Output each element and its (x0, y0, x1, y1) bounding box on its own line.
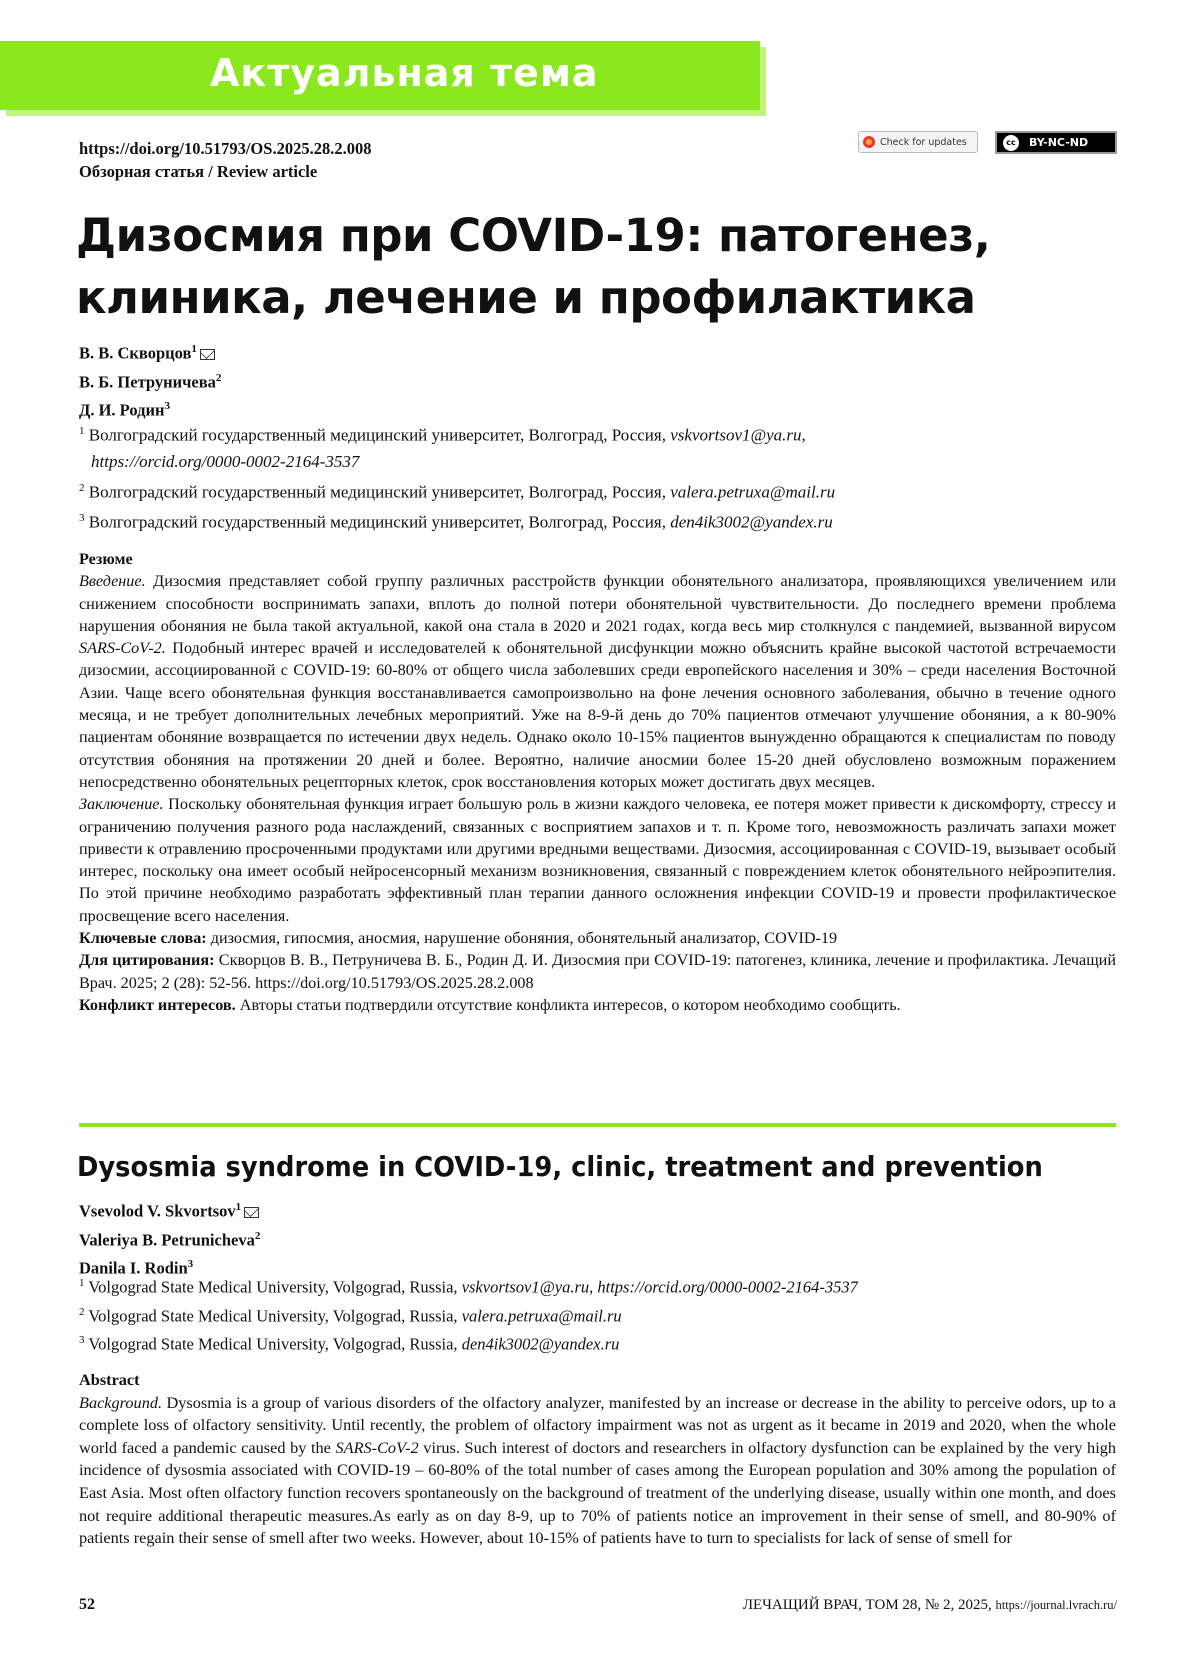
license-label: BY-NC-ND (1029, 136, 1089, 149)
article-type: Обзорная статья / Review article (79, 162, 318, 181)
author-ru (79, 337, 221, 366)
journal-name: ЛЕЧАЩИЙ ВРАЧ, ТОМ 28, № 2, 2025, (742, 1597, 996, 1613)
virus-name: SARS-CoV-2 (335, 1437, 419, 1457)
aff-text: Волгоградский государственный медицинский университет, Волгоград, Россия, (84, 512, 671, 532)
aff-text: Волгоградский государственный медицинский университет, Волгоград, Россия, (84, 482, 671, 502)
banner-title: Актуальная тема (210, 51, 599, 95)
affiliation-en (79, 1328, 1129, 1357)
conflict-text: Авторы статьи подтвердили отсутствие конфликта интересов, о котором необходимо сообщить. (235, 995, 901, 1014)
aff-text: Волгоградский государственный медицинский университет, Волгоград, Россия, (84, 425, 671, 445)
mail-icon[interactable] (244, 1207, 259, 1218)
title-ru-line-2: клиника, лечение и профилактика (76, 271, 976, 324)
author-sup: 3 (164, 400, 170, 412)
keywords-ru (79, 927, 1116, 949)
virus-name: SARS-CoV-2. (79, 639, 166, 658)
journal-url[interactable]: https://journal.lvrach.ru/ (995, 1598, 1117, 1612)
author-sup: 2 (215, 371, 222, 384)
abstract-en (79, 1369, 1116, 1550)
keywords-label: Ключевые слова: (79, 929, 207, 948)
author-sup: 1 (235, 1201, 242, 1213)
intro-text: Подобный интерес врачей и исследователей к обонятельной дисфункции можно объяснить крайне высокой частотой встречаемости дизосмии, ассоциированной с COVID-19: 60-80% от общего числа заболевших среди европейского населения и 30% – среди населения Восточной Азии. Чаще всего обонятельная функция восстанавливается самопроизвольно на фоне лечения основного заболевания, обычно в течение одного месяца, и не требует дополнительных лечебных мероприятий. Уже на 8-9-й день до 70% пациентов отмечают улучшение обоняния, а к 80-90% пациентам обоняние возвращается по истечении двух недель. Однако около 10-15% пациентов вынужденно обращаются к специалистам по поводу отсутствия обоняния на протяжении 20 дней и более. Вероятно, наличие аносмии более 15-20 дней обусловлено возможным поражением непосредственно обонятельных рецепторных клеток, срок восстановления которых может достигать двух месяцев. (79, 639, 1116, 791)
intro-text: Дизосмия представляет собой группу различных расстройств функции обонятельного анализатора, проявляющихся увеличением или снижением способности воспринимать запахи, вплоть до полной потери обонятельной чувствительности. До последнего времени проблема нарушения обоняния не была такой актуальной, какой она стала в 2020 и 2021 годах, когда весь мир столкнулся с пандемией, вызванной вирусом (79, 572, 1116, 635)
summary-conclusion (79, 793, 1116, 927)
summary-heading: Резюме (79, 550, 133, 568)
abstract-background (79, 1392, 1116, 1550)
author-name: В. Б. Петруничева (79, 372, 216, 391)
authors-en (79, 1195, 260, 1281)
aff-sup: 1 (79, 1277, 85, 1289)
conclusion-text: Поскольку обонятельная функция играет большую роль в жизни каждого человека, ее потеря может привести к дискомфорту, стрессу и ограничению получения разного рода наслаждений, связанных с восприятием запахов и т. п. Кроме того, невозможность различать запахи может привести к отравлению просроченными продуктами или другими вредными веществами. Дизосмия, ассоциированная с COVID-19, вызывает особый интерес, поскольку она имеет особый нейросенсорный механизм возникновения, связанный с повреждением клеток обонятельного нейроэпителия. По этой причине необходимо разработать эффективный план терапии данного осложнения инфекции COVID-19 и провести профилактическое просвещение всего населения. (79, 795, 1116, 925)
author-name: Vsevolod V. Skvortsov (79, 1201, 236, 1221)
author-en (79, 1224, 260, 1253)
abstract-heading: Abstract (79, 1370, 140, 1389)
license-badge[interactable] (995, 131, 1117, 154)
author-sup: 2 (254, 1229, 261, 1242)
conflict-label: Конфликт интересов. (79, 995, 236, 1014)
aff-sup: 3 (79, 512, 85, 525)
affiliations-ru (79, 418, 1129, 536)
aff-sup: 2 (79, 481, 85, 494)
summary-intro (79, 570, 1116, 793)
article-title-ru (76, 205, 1126, 329)
affiliation-en (79, 1271, 1129, 1300)
aff-text: Volgograd State Medical University, Volgograd, Russia, (84, 1334, 462, 1354)
aff-text: Volgograd State Medical University, Volgograd, Russia, (84, 1277, 462, 1297)
aff-sup: 3 (79, 1334, 85, 1346)
article-title-en: Dysosmia syndrome in COVID-19, clinic, treatment and prevention (77, 1150, 1043, 1183)
aff-email[interactable]: valera.petruxa@mail.ru (461, 1306, 622, 1325)
aff-email[interactable]: valera.petruxa@mail.ru (670, 482, 836, 502)
crossmark-icon (863, 136, 875, 148)
banner-background (0, 41, 760, 110)
check-for-updates-button[interactable] (858, 131, 978, 153)
page-number: 52 (79, 1596, 95, 1613)
conclusion-label: Заключение. (79, 795, 164, 814)
aff-sup: 1 (79, 425, 85, 437)
author-sup: 1 (191, 343, 197, 355)
aff-email[interactable]: vskvortsov1@ya.ru, (670, 425, 806, 445)
aff-email[interactable]: den4ik3002@yandex.ru (461, 1334, 620, 1354)
journal-footer (743, 1597, 1117, 1614)
citation-text: Скворцов В. В., Петруничева В. Б., Родин Д. И. Дизосмия при COVID-19: патогенез, клиника, лечение и профилактика. Лечащий Врач. 2025; 2 (28): 52-56. https://doi.org/10.51793/OS.2025.28.2.008 (79, 951, 1116, 992)
affiliations-en (79, 1271, 1129, 1357)
conflict-ru (79, 994, 1116, 1016)
citation-label: Для цитирования: (79, 951, 215, 970)
title-ru-line-1: Дизосмия при COVID-19: патогенез, (76, 209, 991, 262)
author-sup: 3 (187, 1258, 194, 1270)
author-name: Valeriya B. Petrunicheva (79, 1230, 255, 1249)
affiliation-orcid (79, 449, 1129, 475)
creative-commons-icon: cc (1003, 135, 1019, 151)
aff-email[interactable]: vskvortsov1@ya.ru, https://orcid.org/0000-0002-2164-3537 (461, 1277, 858, 1297)
affiliation-ru (79, 418, 1129, 449)
background-text: Dysosmia is a group of various disorders of the olfactory analyzer, manifested by an increase or decrease in the ability to perceive odors, up to a complete loss of olfactory sensitivity. Until recently, the problem of olfactory impairment was not as urgent as it became in 2019 and 2020, when the whole world faced a pandemic caused by the (79, 1392, 1116, 1457)
check-updates-label: Check for updates (880, 136, 967, 148)
citation-ru (79, 949, 1116, 994)
section-banner (0, 41, 760, 116)
aff-sup: 2 (79, 1305, 85, 1318)
authors-ru (79, 337, 221, 423)
affiliation-ru (79, 505, 1129, 536)
doi-link[interactable]: https://doi.org/10.51793/OS.2025.28.2.008 (79, 139, 372, 158)
keywords-text: дизосмия, гипосмия, аносмия, нарушение обоняния, обонятельный анализатор, COVID-19 (206, 929, 838, 948)
author-name: В. В. Скворцов (79, 343, 192, 363)
author-en (79, 1195, 260, 1224)
affiliation-en (79, 1300, 1129, 1329)
author-ru (79, 366, 221, 395)
author-name: Д. И. Родин (79, 400, 165, 420)
article-meta (79, 137, 371, 183)
aff-text: Volgograd State Medical University, Volgograd, Russia, (84, 1306, 462, 1325)
aff-email[interactable]: den4ik3002@yandex.ru (670, 512, 833, 532)
background-label: Background. (79, 1392, 163, 1412)
author-name: Danila I. Rodin (79, 1258, 188, 1278)
intro-label: Введение. (79, 572, 146, 591)
background-text: virus. Such interest of doctors and researchers in olfactory dysfunction can be explained by the very high incidence of dysosmia associated with COVID-19 – 60-80% of the total number of cases among the European population and 30% among the population of East Asia. Most often olfactory function recovers spontaneously on the background of treatment of the underlying disease, usually within one month, and does not require additional therapeutic measures.As early as on day 8-9, up to 70% of patients notice an improvement in their sense of smell, and 80-90% of patients regain their sense of smell after two weeks. However, about 10-15% of patients have to turn to specialists for lack of sense of smell for (79, 1437, 1116, 1548)
affiliation-ru (79, 475, 1129, 506)
mail-icon[interactable] (200, 349, 215, 360)
orcid-link[interactable]: https://orcid.org/0000-0002-2164-3537 (91, 451, 360, 471)
section-divider (79, 1123, 1116, 1127)
summary-ru (79, 548, 1116, 1016)
